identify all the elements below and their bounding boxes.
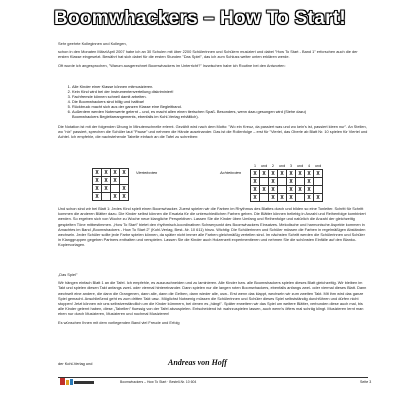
signature-prefix: der Kohl-Verlag und bbox=[58, 361, 93, 366]
page-number: Seite 3 bbox=[360, 380, 372, 384]
page-title: Boomwhackers – How To Start! bbox=[53, 8, 347, 29]
grid-row: X X X X X X bbox=[251, 186, 323, 194]
reason-item: 3. Fachfremde können schnell damit arbeiten. bbox=[72, 94, 332, 99]
grid-row: X X X X X X bbox=[251, 194, 323, 202]
intro-section bbox=[58, 41, 368, 71]
spiel-heading: „Das Spiel" bbox=[58, 272, 78, 277]
intro-paragraph-1: schon in den Monaten März/April 2007 habe ich an 30 Schulen mit über 2200 Schülerinnen und Schülern musiziert und dabei "How To Start - Band 1" erforschen auch die der ersten Klasse eingesetzt. Bewährt hat sich dabei für die ersten Stunden "Das Spiel", das ich zum Schluss weiter unten erklären werde. bbox=[58, 49, 358, 60]
body-paragraph: Und schon sind wir bei Blatt 1: Jedes Kind spielt einen Boomwhacker. Zuerst spielen wir die Farben im Rhythmus des Blattes durch und bilden so eine Tonleiter. Schritt für Schritt kommen die anderen Blätter dazu. Die Kinder selbst können die Ersatzia für die unterschiedlichen Farben geben. Die Blätter können beliebig in Anzahl und Reihenfolge kombiniert werden. So ergeben sich von Woche zu Woche neue klangliche Perspektiven. Lassen Sie die Kinder üben Umfang und Reihenfolge und natürlich die Anzahl der gleichzeitig gespielten Töne mitbestimmen. „How To Start" bietet den rhythmisch-koordinativen Schwerpunkt des Boomwhackers Einsatzes. Melodische und harmonische Aspekte kommen in Amachtes im Band „Boomwhackers - How To Start 2" (Kohl-Verlag, Best.-Nr. 10 611) hinzu. Wichtig: Die Schülerinnen und Schüler müssen die Farben in regelmäßigen Abständen wechseln. Jeder Schüler sollte jede Farbe spielen können, da später nicht immer alle Farben gleichmäßig verteilen sind. Im nächsten Schritt werden die Schülerinnen und Schüler in Klanggruppen gegeben Partners enthalten und verspielen. Lassen Sie die Kinder auch Holzenzeit experimentieren und nehmen Sie die schönsten Einfälle auf den Blanko-Kopiervorlagen. bbox=[58, 206, 366, 248]
grid-row: X X X bbox=[93, 177, 129, 185]
grid-row: X X X bbox=[93, 185, 129, 193]
explain-paragraph: Die Notation ist mit der folgenden Übung in Minutenschnelle erlernt. Gezählt wird nach dem Motto: "Wo ein Kreuz, da passiert was und wo kein's ist, passiert kleen nur". An Stellen, wo "nix" passiert, sprechen die Schüler laut "Pause" und nehmen die Hände auseinander. Das ist die Rollenfolge – erst für "Vierlel, das Oberle ab Blatt Nr. 10 spielen für Viertel und Achtel. Ich empfehle, die nachstehende Tabelle einfach an die Tafel zu schreiben: bbox=[58, 124, 368, 140]
spiel-section bbox=[58, 272, 368, 328]
eighth-note-grid bbox=[250, 163, 323, 202]
publisher-logo-icon bbox=[60, 377, 100, 386]
notation-explanation bbox=[58, 124, 368, 143]
body-section bbox=[58, 206, 368, 251]
signature: Andreas von Hoff bbox=[168, 358, 227, 367]
reason-item: 5. Rückbruck macht sich aus der ganzen Klasse eine Begleitband. bbox=[72, 104, 332, 109]
reason-item: 6. Außerdem werden Notenwerte gelernt – und, es macht allen einen tierischen Spaß. Besonders, wenn dazu gesungen wird (Siehe dazu) Boomwhackers Begleitarrangements, ebenfalls im Kohl-Verlag erhältlich). bbox=[72, 109, 332, 119]
greeting: Sehr geehrte Kolleginnen und Kollegen, bbox=[58, 41, 127, 46]
reason-item: 4. Die Boomwhackers sind billig und haltbar! bbox=[72, 99, 332, 104]
footer-text: Boomwhackers – How To Start · Bestell-Nr. 10 604 bbox=[120, 380, 197, 384]
reasons-list bbox=[60, 84, 332, 119]
spiel-paragraph: Wir hängen einfach Blatt 1 an die Tafel. Ich empfehle, es auszuschneiden und zu laminieren. Alle Kinder bzw. alle Boomwhackers spielen dieses Blatt gleichzeitig. Wir bleiben im Takt und spielen diesen Takt anfangs zwei- oder viermal hintereinander. Dann spielen nur die langen roten Boomwhackers, ebenfalls anfangs zwei- oder viermal dieses Blatt. Dann wechselt eine andere, die dann die Orangenen, dann alle, dann die Gelben, dann wieder alle, usw.. Erst wenn das klappt, wechseln wir zum zweiten Takt. Mit ihm wird das ganze Spiel gemacht. Anschließend geht es zum dritten Takt usw.. Möglichst Notwenig müssen die Schülerinnen und Schüler dieses Spiel selbstständig durchführen und dürfen nicht stoppen! Jetzt können wir uns selbstverständlich um die Kinder kümmern, bei denen es „hängt". Später erweitern wir das Spiel um weitere Blätter, verbunden diese auch mal, bis alle Kinder gelernt haben, diese „Tabellen" fluessig von der Tafel abzuspielen. Entscheidend ist: wahrzuspielen lassen, auch wenn's öfters mal schräg klingt. Musizieren lernt man eben nur durch Musizieren, Musizieren und nochmal Musizieren! bbox=[58, 280, 367, 317]
grid-row: X X X bbox=[93, 193, 129, 201]
grid-row: X X X X X X X X bbox=[251, 170, 323, 178]
intro-paragraph-2: Oft wurde ich angesprochen, "Warum ausgerechnet Boomwhackers im Unterricht?" Inzwischen habe ich Routine bei den Antworten: bbox=[58, 62, 286, 68]
grid-row: X X X X bbox=[251, 178, 323, 186]
closing-paragraph: Es wünschen Ihnen mit dem vorliegenden Band viel Freude und Erfolg bbox=[58, 319, 180, 325]
footer-divider bbox=[58, 377, 368, 378]
grid-header: 1 und 2 und 3 und 4 und bbox=[253, 164, 322, 168]
reason-item: 1. Alle Kinder einer Klasse können mitmusizieren. bbox=[72, 84, 332, 89]
quarter-grid-label: Viertelnoten bbox=[136, 170, 158, 175]
eighth-grid-label: Achtelnoten bbox=[220, 170, 242, 175]
grid-row: X X X X bbox=[93, 169, 129, 177]
quarter-note-grid bbox=[92, 163, 129, 201]
reason-item: 2. Kein Kind wird bei der Instrumentenverteilung diskriminiert! bbox=[72, 89, 332, 94]
